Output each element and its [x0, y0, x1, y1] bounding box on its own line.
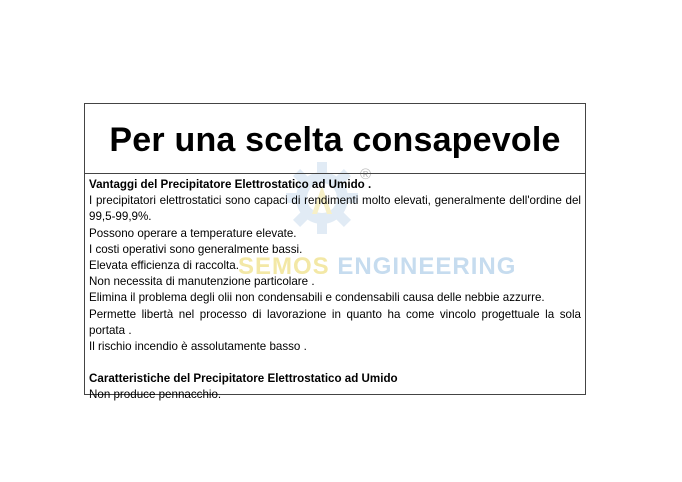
watermark-text: SEMOS ENGINEERING: [238, 253, 517, 280]
advantage-line: Non necessita di manutenzione particolare .: [89, 275, 315, 289]
advantage-line: Elimina il problema degli olii non condensabili e condensabili causa delle nebbie azzurre.: [89, 291, 545, 305]
watermark-registered-mark: ®: [360, 166, 372, 183]
characteristics-heading: Caratteristiche del Precipitatore Elettrostatico ad Umido: [89, 372, 398, 386]
advantage-line: Il rischio incendio è assolutamente basso .: [89, 340, 307, 354]
advantage-line: Elevata efficienza di raccolta.: [89, 259, 239, 273]
characteristic-line: Non produce pennacchio.: [89, 388, 222, 402]
advantages-heading: Vantaggi del Precipitatore Elettrostatico ad Umido .: [89, 178, 372, 191]
advantage-line: I precipitatori elettrostatici sono capaci di rendimenti molto elevati, generalmente dell'ordine del 99,5-99,9%.: [89, 194, 581, 224]
advantage-line: Permette libertà nel processo di lavorazione in quanto ha come vincolo progettuale la sola portata .: [89, 307, 581, 337]
advantage-line: I costi operativi sono generalmente bassi.: [89, 242, 303, 256]
advantage-line: Possono operare a temperature elevate.: [89, 226, 297, 240]
page-title: Per una scelta consapevole: [109, 121, 561, 159]
title-box: [85, 104, 585, 174]
document-frame: [84, 103, 586, 402]
section-spacer: [89, 355, 581, 371]
content-body: [89, 177, 581, 404]
